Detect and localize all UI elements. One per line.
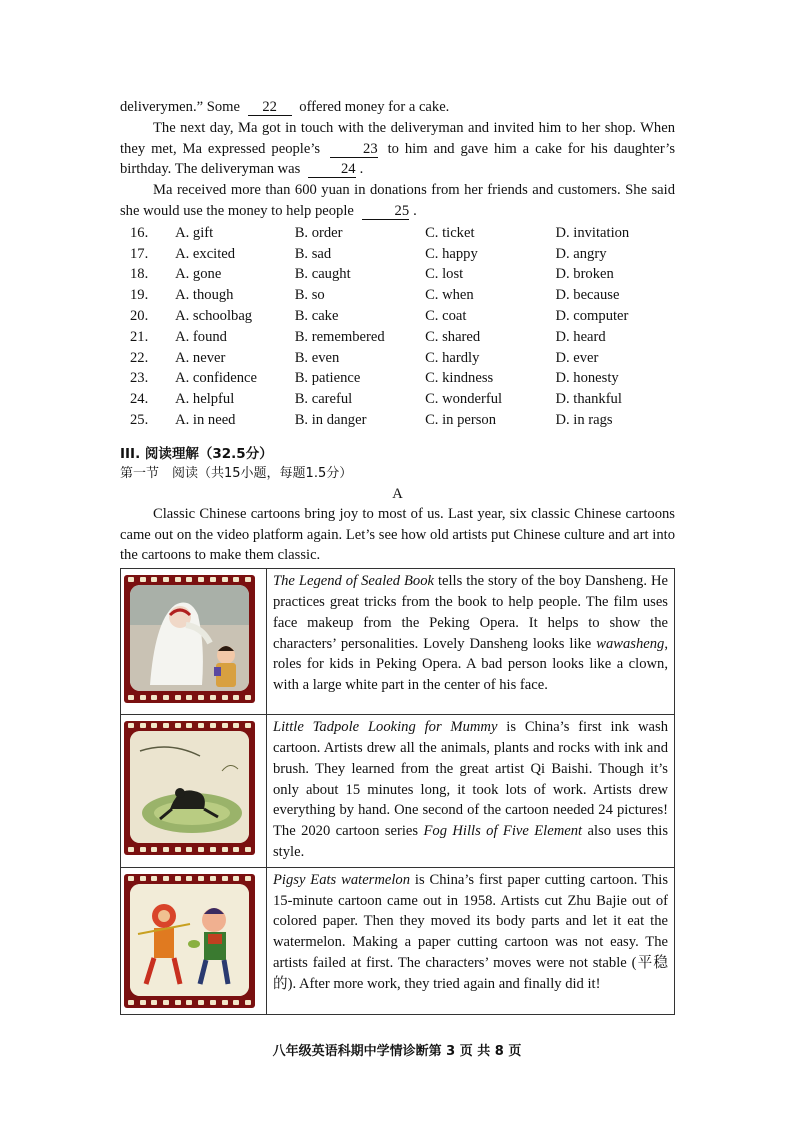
option-c: C. kindness xyxy=(425,370,494,387)
option-a: A. in need xyxy=(175,411,236,428)
option-c: C. happy xyxy=(425,245,478,262)
text-run: deliverymen.” Some xyxy=(120,99,240,115)
exam-page xyxy=(120,97,675,1015)
option-a: A. confidence xyxy=(175,370,257,387)
passage-intro: Classic Chinese cartoons bring joy to most of us. Last year, six classic Chinese cartoons came out on the video platform again. Let’s see how old artists put Chinese culture and art into the cartoons to make them classic. xyxy=(120,505,675,564)
text-run: , roles for kids in Peking Opera. A bad person looks like a clown, with a large white part in the center of his face. xyxy=(273,635,668,694)
option-a: A. helpful xyxy=(175,391,235,408)
option-d: D. computer xyxy=(555,307,629,324)
option-row xyxy=(120,410,675,431)
option-row xyxy=(120,327,675,348)
cartoon-description xyxy=(267,867,675,1014)
question-number: 19. xyxy=(130,287,149,304)
blank-23: 23 xyxy=(330,142,378,158)
emphasis: Fog Hills of Five Element xyxy=(423,823,583,840)
legend-sealed-book-illustration xyxy=(130,585,249,691)
option-b: B. patience xyxy=(294,370,361,387)
page-footer: 八年级英语科期中学情诊断第 3 页 共 8 页 xyxy=(272,1044,522,1059)
option-row xyxy=(120,306,675,327)
text-run: to him and gave him a cake for his daughter’s birthday. The deliveryman was xyxy=(120,140,675,178)
option-a: A. schoolbag xyxy=(175,307,253,324)
option-b: B. in danger xyxy=(294,411,367,428)
option-a: A. excited xyxy=(175,245,236,262)
option-row xyxy=(120,244,675,265)
option-c: C. in person xyxy=(425,411,497,428)
option-a: A. though xyxy=(175,287,234,304)
option-b: B. remembered xyxy=(294,328,385,345)
question-number: 17. xyxy=(130,245,149,262)
option-c: C. lost xyxy=(425,266,464,283)
option-a: A. found xyxy=(175,328,227,345)
option-d: D. because xyxy=(555,287,620,304)
cartoon-image-cell xyxy=(121,569,267,715)
question-number: 23. xyxy=(130,370,149,387)
option-row xyxy=(120,223,675,244)
option-c: C. when xyxy=(425,287,474,304)
pigsy-paper-cut-illustration xyxy=(130,884,249,996)
cartoon-title: Little Tadpole Looking for Mummy xyxy=(273,719,498,736)
option-a: A. gone xyxy=(175,266,222,283)
cartoon-title: The Legend of Sealed Book xyxy=(273,573,434,590)
question-number: 25. xyxy=(130,411,149,428)
option-row xyxy=(120,389,675,410)
cartoon-image-cell xyxy=(121,867,267,1014)
option-b: B. sad xyxy=(294,245,332,262)
text-run: is China’s first paper cutting cartoon. This 15-minute cartoon came out in 1958. Artists cut Zhu Bajie out of colored paper. Then they moved its body parts and let it eat the watermelon. Making a paper cutting cartoon was not easy. The artists failed at first. The characters’ moves were not stable (平稳的). After more work, they tried again and finally did it! xyxy=(273,871,669,992)
option-b: B. order xyxy=(294,224,343,241)
question-number: 16. xyxy=(130,224,149,241)
option-a: A. never xyxy=(175,349,226,366)
text-run: tells the story of the boy Dansheng. He practices great tricks from the book to help people. The film uses face makeup from the Peking Opera. It helps to show the characters’ personalities. Lovely Dansheng looks like xyxy=(273,573,668,652)
question-number: 21. xyxy=(130,328,149,345)
film-strip-image xyxy=(124,874,255,1008)
question-number: 22. xyxy=(130,349,149,366)
cartoon-description xyxy=(267,569,675,715)
section-title: III. 阅读理解（32.5分） xyxy=(120,445,273,462)
option-d: D. broken xyxy=(555,266,614,283)
section-subtitle: 第一节 阅读（共15小题，每题1.5分） xyxy=(120,465,353,481)
cartoon-row xyxy=(121,569,675,715)
question-number: 20. xyxy=(130,307,149,324)
option-b: B. caught xyxy=(294,266,351,283)
question-number: 24. xyxy=(130,391,149,408)
question-number: 18. xyxy=(130,266,149,283)
text-run: . xyxy=(359,161,364,178)
cartoon-row xyxy=(121,715,675,868)
option-c: C. coat xyxy=(425,307,467,324)
option-row xyxy=(120,264,675,285)
cartoon-description xyxy=(267,715,675,868)
option-d: D. heard xyxy=(555,328,606,345)
option-d: D. in rags xyxy=(555,411,613,428)
cloze-paragraph-1 xyxy=(120,97,675,118)
cloze-paragraph-2 xyxy=(120,118,675,180)
option-d: D. thankful xyxy=(555,391,622,408)
option-row xyxy=(120,348,675,369)
option-b: B. so xyxy=(294,287,325,304)
text-run: . xyxy=(413,202,417,219)
option-d: D. ever xyxy=(555,349,599,366)
option-d: D. angry xyxy=(555,245,607,262)
option-c: C. hardly xyxy=(425,349,480,366)
blank-22: 22 xyxy=(248,100,292,116)
text-run: also uses this style. xyxy=(273,823,669,860)
cloze-paragraph-3 xyxy=(120,180,675,222)
cartoon-table xyxy=(120,568,675,1015)
option-c: C. ticket xyxy=(425,224,475,241)
passage-letter: A xyxy=(392,485,403,502)
text-run: The next day, Ma got in touch with the deliveryman and invited him to her shop. When they met, Ma expressed people’s xyxy=(120,119,675,157)
options-list xyxy=(120,223,675,431)
film-strip-image xyxy=(124,575,255,703)
option-d: D. honesty xyxy=(555,370,619,387)
cartoon-title: Pigsy Eats watermelon xyxy=(273,871,411,888)
option-b: B. careful xyxy=(294,391,353,408)
option-row xyxy=(120,285,675,306)
cartoon-image-cell xyxy=(121,715,267,868)
option-c: C. shared xyxy=(425,328,481,345)
option-row xyxy=(120,368,675,389)
option-b: B. even xyxy=(294,349,340,366)
text-run: Ma received more than 600 yuan in donations from her friends and customers. She said she would use the money to help people xyxy=(120,182,675,219)
blank-24: 24 xyxy=(308,162,356,178)
film-strip-image xyxy=(124,721,255,855)
option-b: B. cake xyxy=(294,307,339,324)
cartoon-row xyxy=(121,867,675,1014)
text-run: is China’s first ink wash cartoon. Artists drew all the animals, plants and rocks with ink and brush. They learned from the great artist Qi Baishi. Though it’s only about 15 minutes long, it took lots of work. Artists drew everything by hand. One second of the cartoon needed 24 pictures! The 2020 cartoon series xyxy=(273,719,669,840)
tadpole-ink-illustration xyxy=(130,731,249,843)
option-c: C. wonderful xyxy=(425,391,503,408)
blank-25: 25 xyxy=(362,204,410,220)
option-a: A. gift xyxy=(175,224,214,241)
text-run: offered money for a cake. xyxy=(299,99,450,115)
emphasis: wawasheng xyxy=(596,635,665,652)
option-d: D. invitation xyxy=(555,224,630,241)
